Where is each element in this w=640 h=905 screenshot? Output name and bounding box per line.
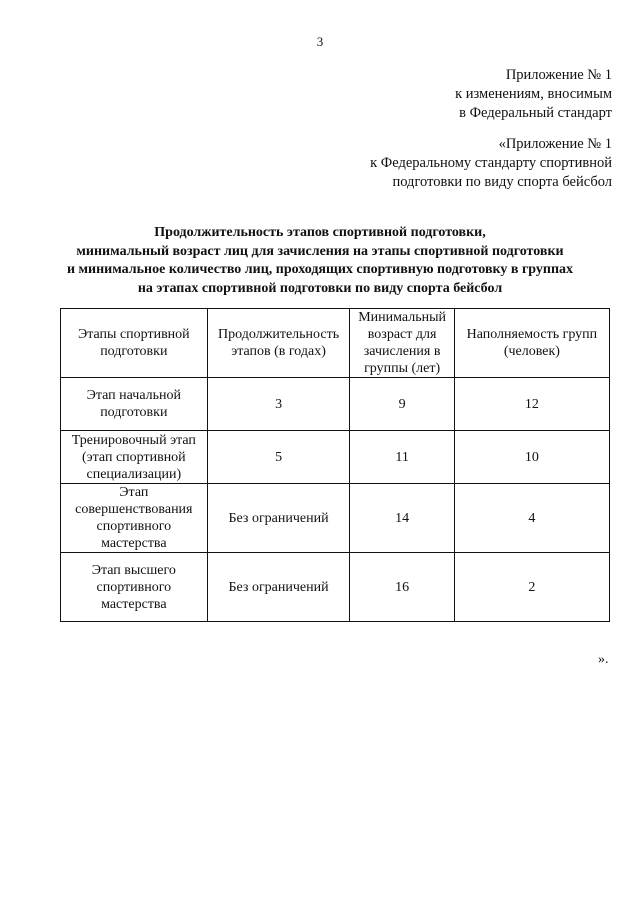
min-age-cell: 11 xyxy=(350,431,454,484)
header-group-size: Наполняемость групп (человек) xyxy=(454,309,609,378)
group-size-cell: 12 xyxy=(454,378,609,431)
annex-standard-line-3: подготовки по виду спорта бейсбол xyxy=(392,174,612,190)
annex-standard-line-1: «Приложение № 1 xyxy=(498,136,612,152)
table-header-row xyxy=(61,309,610,378)
group-size-cell: 2 xyxy=(454,553,609,622)
annex-changes-block xyxy=(455,66,612,123)
page-number: 3 xyxy=(316,34,324,49)
title-line-3: и минимальное количество лиц, проходящих спортивную подготовку в группах xyxy=(66,262,574,277)
training-stages-table xyxy=(60,308,610,622)
title-line-1: Продолжительность этапов спортивной подготовки, xyxy=(154,225,486,240)
min-age-cell: 16 xyxy=(350,553,454,622)
min-age-cell: 14 xyxy=(350,484,454,553)
table-row xyxy=(61,553,610,622)
annex-changes-line-1: Приложение № 1 xyxy=(505,67,612,83)
title-line-4: на этапах спортивной подготовки по виду спорта бейсбол xyxy=(137,280,503,296)
annex-standard-block xyxy=(370,135,612,192)
table-row xyxy=(61,484,610,553)
stage-cell: Этап совершенствования спортивного мастерства xyxy=(61,484,208,553)
duration-cell: Без ограничений xyxy=(207,553,350,622)
annex-standard-line-2: к Федеральному стандарту спортивной xyxy=(370,155,612,171)
duration-cell: 3 xyxy=(207,378,350,431)
duration-cell: Без ограничений xyxy=(207,484,350,553)
table-row xyxy=(61,378,610,431)
stage-cell: Тренировочный этап (этап спортивной специализации) xyxy=(61,431,208,484)
header-min-age: Минимальный возраст для зачисления в группы (лет) xyxy=(350,309,454,378)
header-duration: Продолжительность этапов (в годах) xyxy=(207,309,350,378)
duration-cell: 5 xyxy=(207,431,350,484)
header-stages: Этапы спортивной подготовки xyxy=(61,309,208,378)
group-size-cell: 10 xyxy=(454,431,609,484)
stage-cell: Этап высшего спортивного мастерства xyxy=(61,553,208,622)
closing-quote: ». xyxy=(598,652,609,667)
table-row xyxy=(61,431,610,484)
title-line-2: минимальный возраст лиц для зачисления на этапы спортивной подготовки xyxy=(76,243,564,259)
group-size-cell: 4 xyxy=(454,484,609,553)
stage-cell: Этап начальной подготовки xyxy=(61,378,208,431)
min-age-cell: 9 xyxy=(350,378,454,431)
annex-changes-line-2: к изменениям, вносимым xyxy=(455,86,612,102)
annex-changes-line-3: в Федеральный стандарт xyxy=(459,105,612,121)
document-title xyxy=(20,224,620,298)
